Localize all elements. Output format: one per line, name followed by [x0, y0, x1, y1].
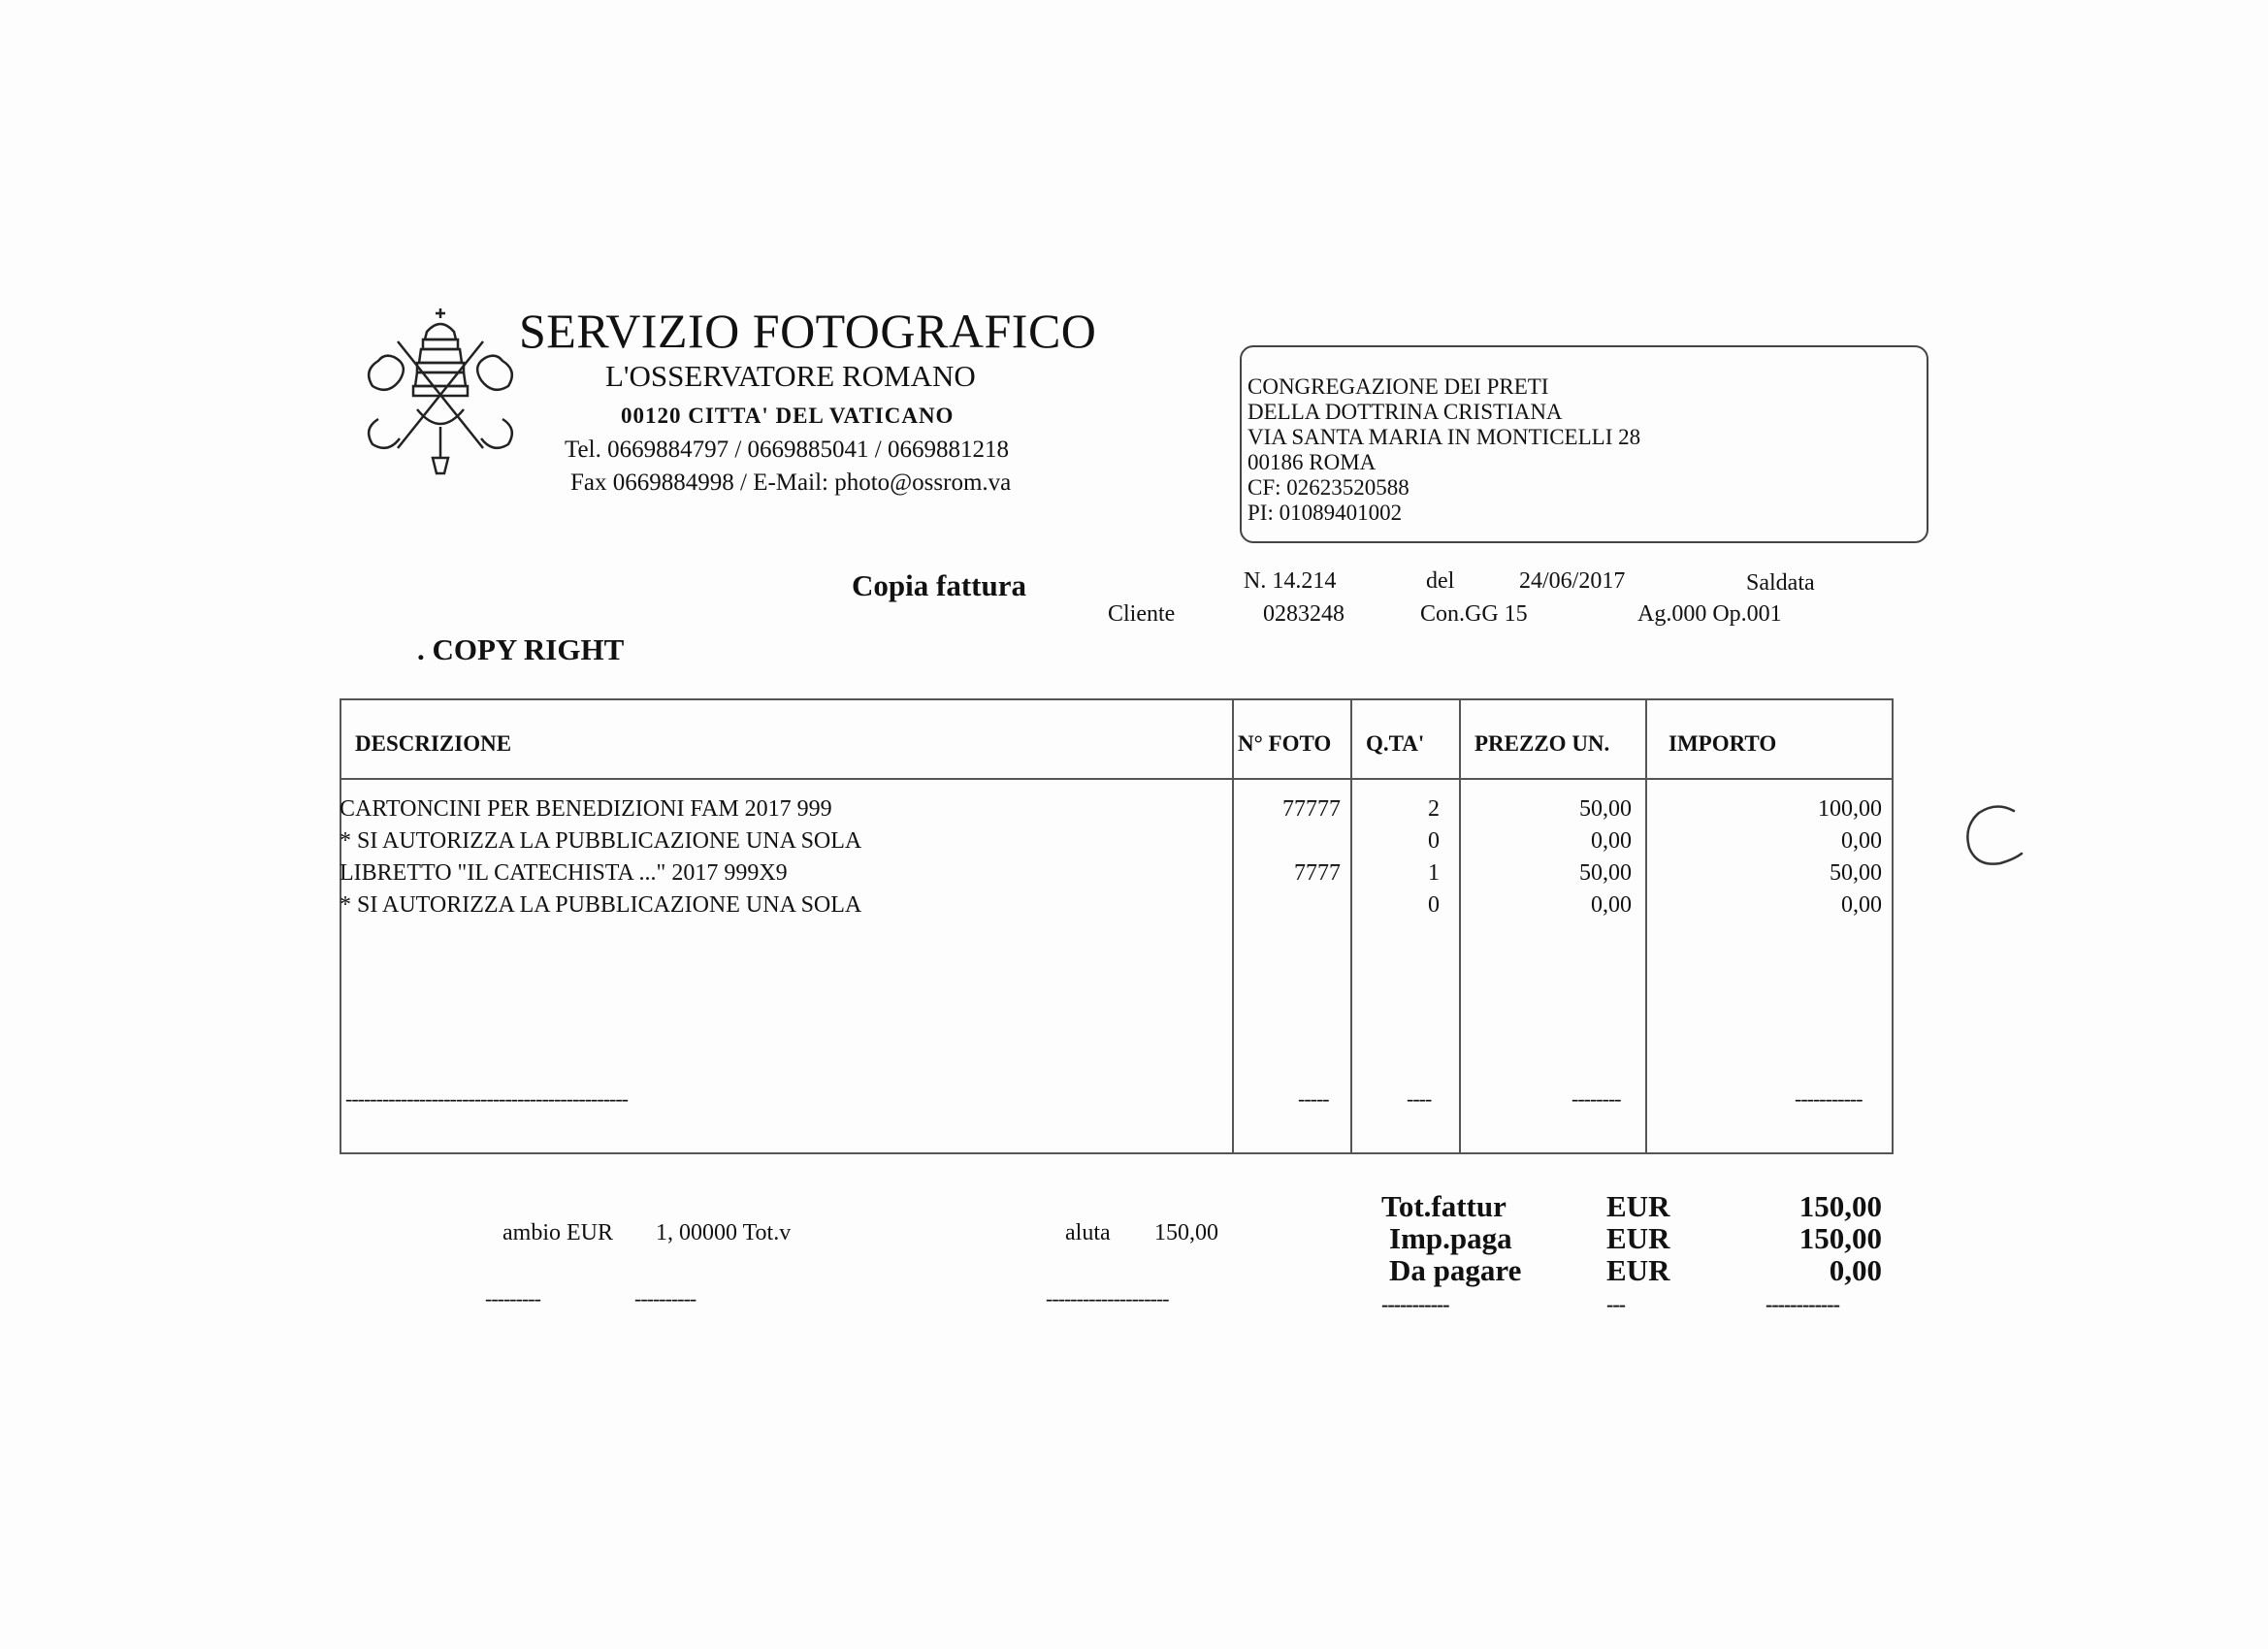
org-fax: Fax 0669884998 / E-Mail: photo@ossrom.va	[570, 469, 1012, 496]
row-description: * SI AUTORIZZA LA PUBBLICAZIONE UNA SOLA	[340, 828, 862, 854]
row-prezzo: 0,00	[1591, 828, 1632, 854]
column-header-qta: Q.TA'	[1366, 731, 1425, 756]
totals-dashes: ------------	[1766, 1292, 1839, 1316]
totals-dashes: ---	[1606, 1292, 1625, 1316]
subtotal-dashes: -----	[1298, 1086, 1329, 1111]
client-line: DELLA DOTTRINA CRISTIANA	[1247, 400, 1563, 424]
date-label: del	[1426, 568, 1455, 594]
client-line: CF: 02623520588	[1247, 475, 1409, 500]
amount-due-currency: EUR	[1606, 1253, 1670, 1287]
amount-paid-label: Imp.paga	[1389, 1221, 1512, 1255]
copyright-label: . COPY RIGHT	[417, 632, 625, 666]
row-qta: 1	[1428, 860, 1440, 886]
table-column-divider	[1459, 698, 1461, 1154]
cliente-label: Cliente	[1108, 601, 1176, 627]
amount-due-amount: 0,00	[1829, 1253, 1882, 1287]
exchange-label: ambio EUR	[502, 1220, 613, 1245]
currency-total-value: 150,00	[1154, 1220, 1218, 1245]
total-invoice-amount: 150,00	[1798, 1189, 1882, 1223]
column-header-importo: IMPORTO	[1669, 731, 1777, 756]
total-invoice-currency: EUR	[1606, 1189, 1670, 1223]
org-subtitle: L'OSSERVATORE ROMANO	[605, 359, 976, 393]
total-invoice-label: Tot.fattur	[1381, 1189, 1507, 1223]
client-line: 00186 ROMA	[1247, 450, 1377, 474]
row-importo: 50,00	[1830, 860, 1882, 886]
org-phone: Tel. 0669884797 / 0669885041 / 0669881218	[565, 436, 1009, 463]
amount-paid-currency: EUR	[1606, 1221, 1670, 1255]
row-description: CARTONCINI PER BENEDIZIONI FAM 2017 999	[340, 796, 832, 822]
handwritten-c-mark	[1958, 799, 2027, 877]
payment-terms: Con.GG 15	[1420, 601, 1528, 627]
row-importo: 0,00	[1841, 892, 1882, 918]
invoice-number: N. 14.214	[1244, 568, 1337, 594]
client-line: CONGREGAZIONE DEI PRETI	[1247, 374, 1549, 399]
row-prezzo: 0,00	[1591, 892, 1632, 918]
row-qta: 0	[1428, 892, 1440, 918]
footer-dashes: ---------	[485, 1286, 540, 1310]
row-qta: 0	[1428, 828, 1440, 854]
footer-dashes: ----------	[634, 1286, 697, 1310]
totals-dashes: -----------	[1381, 1292, 1449, 1316]
row-description: LIBRETTO "IL CATECHISTA ..." 2017 999X9	[340, 860, 788, 886]
invoice-date: 24/06/2017	[1519, 568, 1626, 594]
org-city: 00120 CITTA' DEL VATICANO	[621, 404, 955, 428]
amount-paid-amount: 150,00	[1798, 1221, 1882, 1255]
subtotal-dashes: --------	[1571, 1086, 1621, 1111]
table-column-divider	[1645, 698, 1647, 1154]
row-prezzo: 50,00	[1579, 796, 1632, 822]
status-badge: Saldata	[1746, 570, 1815, 596]
row-prezzo: 50,00	[1579, 860, 1632, 886]
subtotal-dashes: ----	[1407, 1086, 1432, 1111]
subtotal-dashes: -----------	[1795, 1086, 1863, 1111]
column-header-prezzo: PREZZO UN.	[1474, 731, 1610, 756]
row-n-foto: 7777	[1294, 860, 1341, 886]
row-importo: 100,00	[1818, 796, 1882, 822]
papal-coat-of-arms-icon	[359, 303, 522, 475]
footer-dashes: --------------------	[1046, 1286, 1169, 1310]
amount-due-label: Da pagare	[1389, 1253, 1522, 1287]
org-name: SERVIZIO FOTOGRAFICO	[519, 304, 1097, 358]
client-line: PI: 01089401002	[1247, 501, 1403, 525]
column-header-descrizione: DESCRIZIONE	[355, 731, 512, 756]
document-title: Copia fattura	[852, 568, 1026, 602]
table-header-divider	[340, 778, 1894, 780]
row-description: * SI AUTORIZZA LA PUBBLICAZIONE UNA SOLA	[340, 892, 862, 918]
cliente-code: 0283248	[1263, 601, 1345, 627]
row-importo: 0,00	[1841, 828, 1882, 854]
row-qta: 2	[1428, 796, 1440, 822]
column-header-n-foto: N° FOTO	[1238, 731, 1332, 756]
subtotal-dashes: ----------------------------------------------	[345, 1086, 629, 1111]
table-column-divider	[1350, 698, 1352, 1154]
client-line: VIA SANTA MARIA IN MONTICELLI 28	[1247, 425, 1641, 449]
exchange-value: 1, 00000 Tot.v	[656, 1220, 792, 1245]
row-n-foto: 77777	[1282, 796, 1341, 822]
agent-operator: Ag.000 Op.001	[1637, 601, 1782, 627]
currency-total-label: aluta	[1065, 1220, 1111, 1245]
table-column-divider	[1232, 698, 1234, 1154]
